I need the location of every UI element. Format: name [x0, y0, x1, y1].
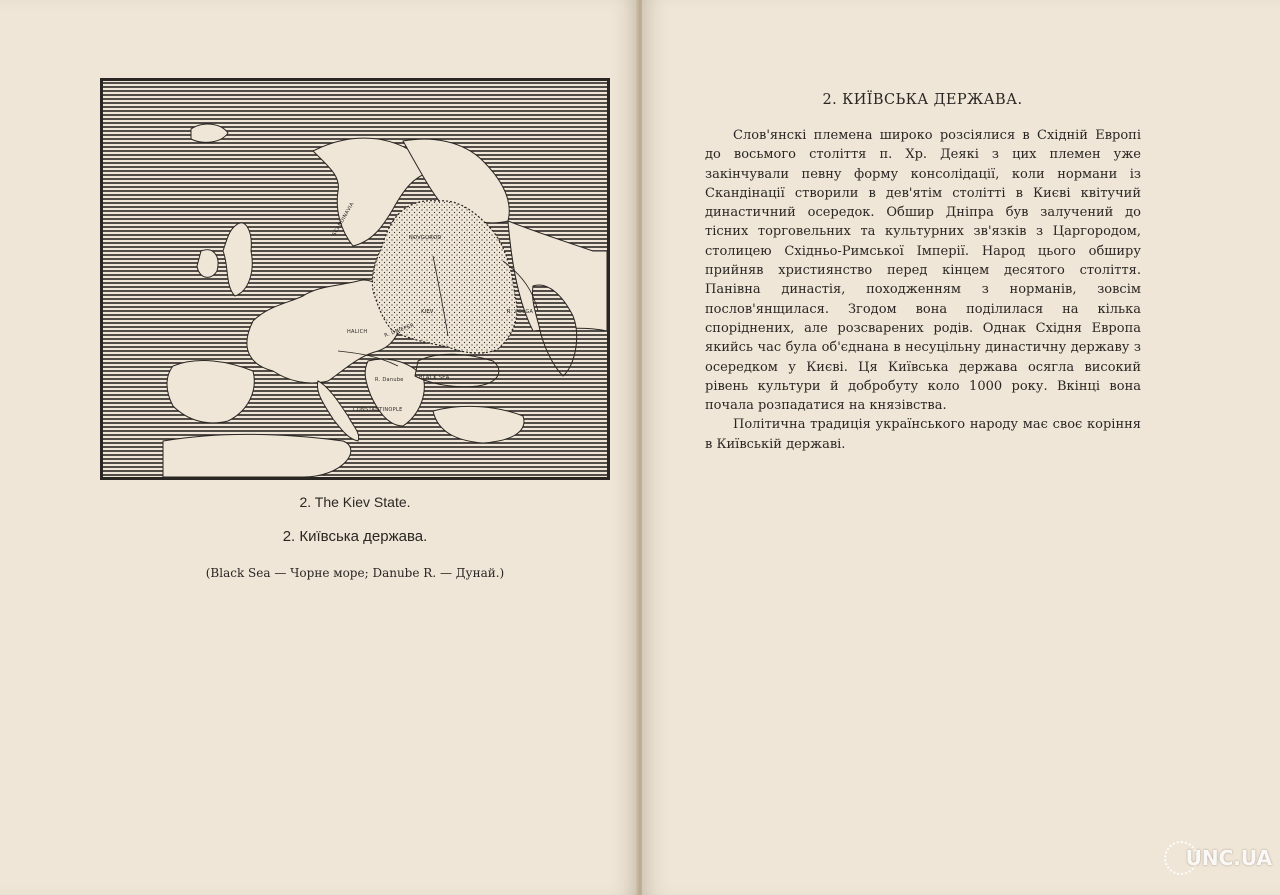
site-watermark — [1164, 841, 1272, 875]
map-label-constantinople: CONSTANTINOPLE — [353, 407, 403, 413]
map-label-black-sea: BLACK SEA — [419, 375, 450, 381]
map-label-novgorod: NOVGOROD — [409, 235, 442, 241]
left-page — [0, 0, 638, 895]
map-label-kiev: KIEV — [421, 309, 434, 315]
map-label-danube: R. Danube — [375, 377, 404, 383]
kiev-state-map — [100, 78, 610, 480]
caption-english: 2. The Kiev State. — [299, 494, 411, 510]
map-label-dnieper: R. DNIEPER — [383, 322, 416, 339]
map-label-halich: HALICH — [347, 329, 368, 335]
caption-ukrainian: 2. Київська держава. — [282, 528, 428, 545]
section-heading: 2. КИЇВСЬКА ДЕРЖАВА. — [822, 92, 1023, 108]
map-label-volga: R. VOLGA — [507, 309, 534, 315]
paragraph-2: Політична традиція українського народу має своє коріння в Київській державі. — [705, 417, 1141, 452]
section-body — [705, 126, 1141, 454]
map-label-scandinavia: SCANDINAVIA — [331, 201, 356, 237]
watermark-text: UNC.UA — [1185, 846, 1272, 870]
paragraph-1: Слов'янскі племена широко розсіялися в Східній Европі до восьмого століття п. Хр. Деякі з цих племен уже закінчували певну форму консолідації, коли нормани із Скандінації створили в дев'ятім столітті в Києві квітучий династичний осередок. Обшир Дніпра був залучений до тісних торговельних та культурних зв'язків з Царгородом, столицею Східньо-Римської Імперії. Народ цього обширу прийняв християнство перед кінцем десятого століття. Панівна династія, походженням з норманів, зовсім послов'янщилася. Згодом вона поділилася на кілька споріднених, але розсварених родів. Однак Східня Европа якийсь час була об'єднана в несуцільну династичну державу з осередком у Києві. Ця Київська держава осягла високий рівень культури й добробуту коло 1000 року. Вкінці вона почала розпадатися на князівства. — [705, 128, 1141, 414]
caption-legend: (Black Sea — Чорне море; Danube R. — Дунай.) — [205, 566, 505, 580]
